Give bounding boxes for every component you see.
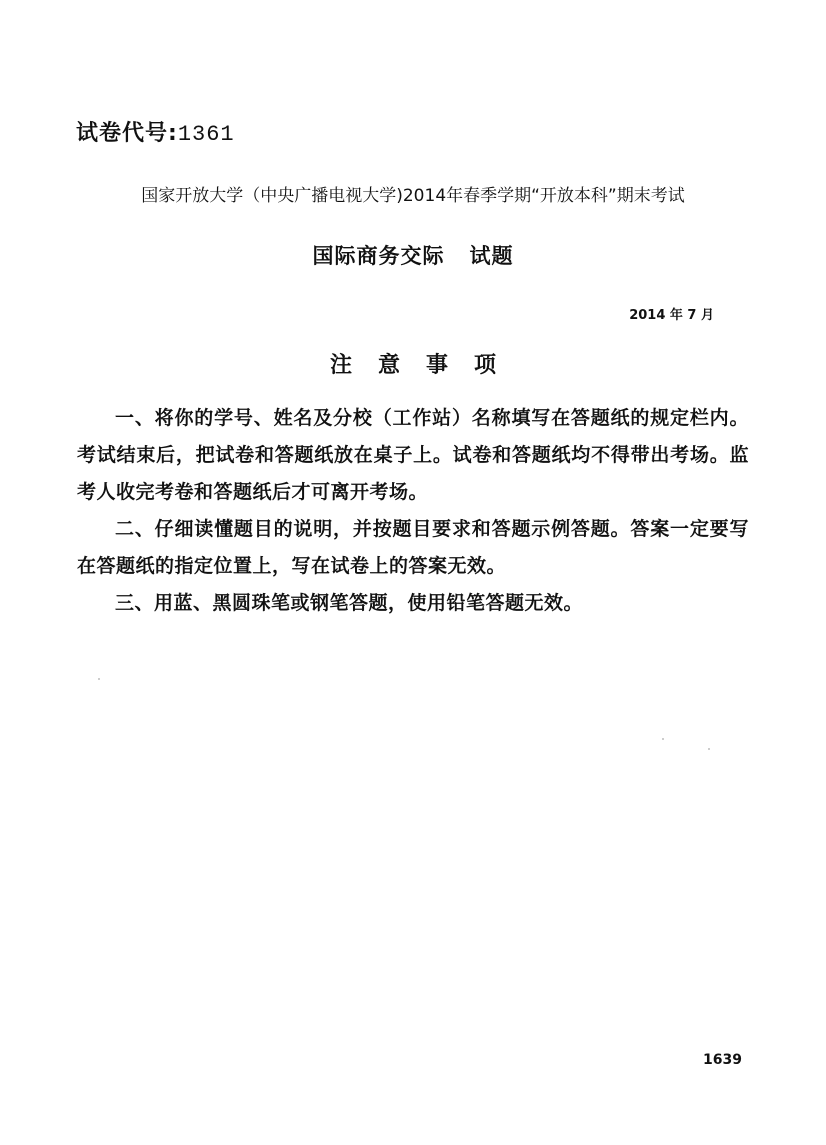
exam-name: 国家开放大学（中央广播电视大学)2014年春季学期“开放本科”期末考试 (141, 186, 685, 206)
scan-speck (98, 678, 100, 680)
exam-date: 2014 年 7 月 (629, 308, 714, 323)
scan-speck (708, 748, 710, 750)
notice-item: 二、仔细读懂题目的说明，并按题目要求和答题示例答题。答案一定要写在答题纸的指定位置上，写在试卷上的答案无效。 (77, 518, 749, 577)
notice-list (77, 400, 749, 622)
paper-code-value: 1361 (177, 122, 235, 147)
paper-code-label: 试卷代号: (76, 121, 178, 146)
notice-item: 三、用蓝、黑圆珠笔或钢笔答题，使用铅笔答题无效。 (115, 592, 584, 614)
notice-heading: 注意事项 (329, 353, 522, 378)
page-number: 1639 (703, 1052, 742, 1068)
notice-item: 一、将你的学号、姓名及分校（工作站）名称填写在答题纸的规定栏内。考试结束后，把试卷和答题纸放在桌子上。试卷和答题纸均不得带出考场。监考人收完考卷和答题纸后才可离开考场。 (77, 407, 749, 503)
scan-speck (662, 738, 664, 740)
subject-title: 国际商务交际 试题 (312, 244, 514, 268)
paper-code (76, 116, 235, 147)
